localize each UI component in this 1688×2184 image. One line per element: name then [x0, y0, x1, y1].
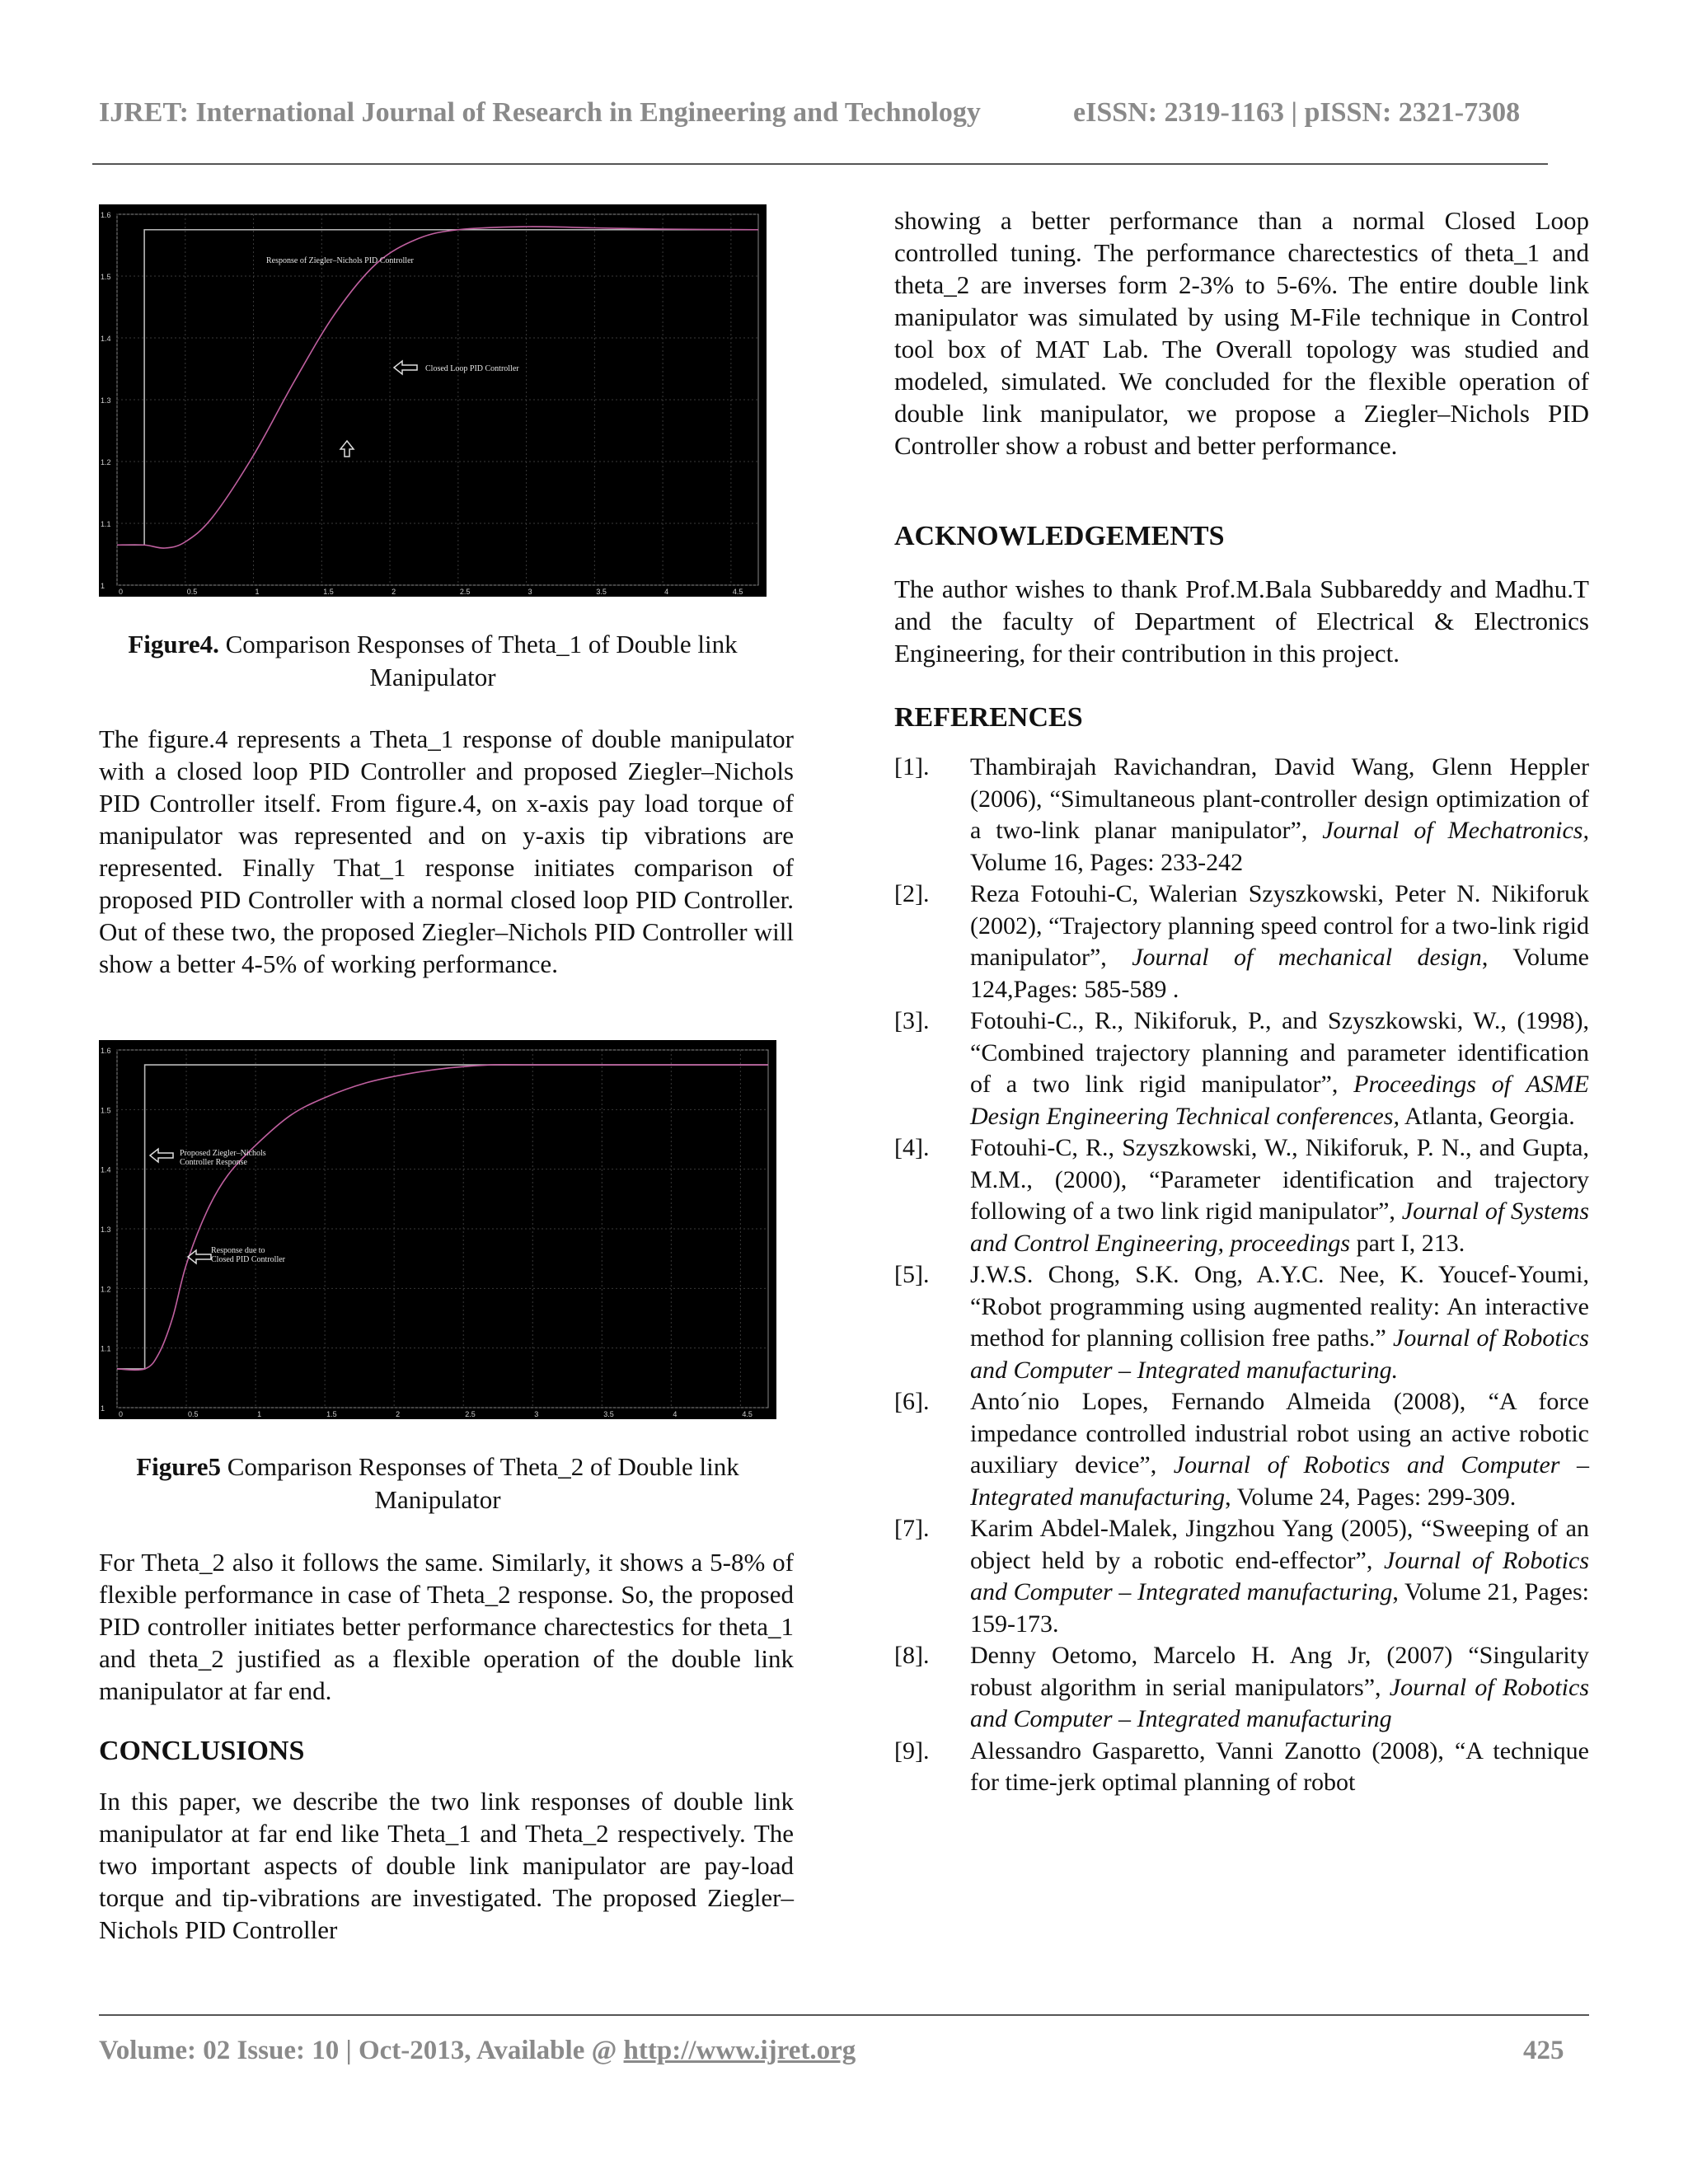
acknowledgements-text: The author wishes to thank Prof.M.Bala Subbareddy and Madhu.T and the faculty of Department of Electrical & Electronics Engineering, for their contribution in this project. [894, 574, 1589, 668]
journal-link[interactable]: http://www.ijret.org [623, 2036, 856, 2065]
reference-number: [4]. [894, 1134, 930, 1161]
y-tick-label: 1.2 [101, 458, 111, 466]
x-tick-label: 2 [392, 588, 396, 596]
y-tick-label: 1.5 [101, 1106, 111, 1115]
series-line-1 [117, 1065, 768, 1369]
x-tick-label: 0 [119, 1410, 124, 1418]
figure4-annotations [266, 256, 519, 457]
x-tick-label: 2.5 [465, 1410, 476, 1418]
x-tick-label: 0.5 [186, 588, 198, 596]
y-tick-label: 1.6 [101, 1047, 111, 1055]
y-tick-label: 1.3 [101, 396, 111, 405]
reference-item [894, 879, 1589, 1005]
x-tick-label: 3 [534, 1410, 539, 1418]
reference-number: [9]. [894, 1736, 930, 1765]
figure4-annotation-zn: Response of Ziegler–Nichols PID Controller [266, 256, 414, 265]
figure4-svg [99, 204, 767, 597]
y-tick-label: 1.6 [101, 211, 111, 219]
reference-item [894, 1386, 1589, 1513]
figure5-annotation-closed-1: Response due to [211, 1246, 265, 1255]
conclusions-heading: CONCLUSIONS [99, 1736, 305, 1766]
footer-volume [99, 2036, 856, 2066]
y-tick-label: 1.1 [101, 520, 111, 528]
figure5-svg [99, 1040, 776, 1419]
figure4-grid [117, 214, 758, 585]
y-tick-label: 1.2 [101, 1285, 111, 1294]
reference-detail: Volume 16, Pages: 233-242 [970, 848, 1244, 876]
reference-text: Karim Abdel-Malek, Jingzhou Yang (2005), “Sweeping of an object held by a robotic end-effector”, [970, 1515, 1589, 1574]
reference-detail: , Volume 24, Pages: 299-309. [1225, 1483, 1517, 1511]
figure5-annotation-closed-2: Closed PID Controller [211, 1255, 285, 1264]
reference-journal: Journal of Robotics and Computer – Integrated manufacturing [970, 1451, 1589, 1511]
conclusions-paragraph: In this paper, we describe the two link responses of double link manipulator at far end like Theta_1 and Theta_2 respectively. The two important aspects of double link manipulator are pay-load torque and tip-vibrations are investigated. The proposed Ziegler–Nichols PID Controller [99, 1787, 794, 1944]
x-tick-label: 3.5 [596, 588, 607, 596]
figure4-caption [99, 628, 767, 694]
header-rule [92, 163, 1548, 165]
figure5-annotation-zn-2: Controller Response [180, 1158, 247, 1167]
footer-volume-text: Volume: 02 Issue: 10 | Oct-2013, Available @ [99, 2036, 624, 2065]
figure4-plot [99, 204, 767, 597]
x-tick-label: 4.5 [742, 1410, 753, 1418]
x-tick-label: 3 [528, 588, 532, 596]
figure5-annotations [150, 1149, 286, 1264]
reference-text: J.W.S. Chong, S.K. Ong, A.Y.C. Nee, K. Youcef-Youmi, “Robot programming using augmented reality: An interactive method for planning collision free paths.” [970, 1261, 1589, 1352]
reference-detail: , Volume 124,Pages: 585-589 . [970, 944, 1589, 1003]
page-number: 425 [1523, 2036, 1564, 2065]
x-tick-label: 0.5 [188, 1410, 199, 1418]
figure4-caption-label: Figure4. [128, 630, 219, 658]
left-arrow-icon [394, 361, 417, 374]
reference-text: Alessandro Gasparetto, Vanni Zanotto (2008), “A technique for time-jerk optimal planning of robot [970, 1736, 1589, 1796]
reference-journal: Journal of Mechatronics, [1322, 817, 1589, 844]
acknowledgements-heading: ACKNOWLEDGEMENTS [894, 521, 1225, 551]
reference-number: [1]. [894, 753, 930, 780]
reference-journal: Journal of Robotics and Computer – Integrated manufacturing [970, 1673, 1589, 1732]
figure5-caption-label: Figure5 [136, 1452, 221, 1481]
y-tick-label: 1.5 [101, 273, 111, 281]
reference-item [894, 1640, 1589, 1736]
body-paragraph-2: For Theta_2 also it follows the same. Similarly, it shows a 5-8% of flexible performance in case of Theta_2 response. So, the proposed PID controller initiates better performance charectestics for theta_1 and theta_2 justified as a flexible operation of the double link manipulator at far end. [99, 1548, 794, 1705]
y-tick-label: 1.4 [101, 1165, 111, 1174]
reference-item [894, 1513, 1589, 1640]
y-tick-label: 1 [101, 582, 106, 590]
figure4-lines [117, 227, 758, 548]
reference-item [894, 1259, 1589, 1386]
figure5-caption [99, 1451, 776, 1516]
journal-title: IJRET: International Journal of Research in Engineering and Technology [99, 97, 981, 128]
reference-number: [7]. [894, 1515, 930, 1542]
reference-text: Reza Fotouhi-C, Walerian Szyszkowski, Peter N. Nikiforuk (2002), “Trajectory planning speed control for a two-link rigid manipulator”, [970, 880, 1589, 971]
reference-text: Anto´nio Lopes, Fernando Almeida (2008), “A force impedance controlled industrial robot using an active robotic auxiliary device”, [970, 1388, 1589, 1479]
reference-text: Fotouhi-C., R., Nikiforuk, P., and Szyszkowski, W., (1998), “Combined trajectory planning and parameter identification of a two link rigid manipulator”, [970, 1007, 1589, 1098]
reference-number: [5]. [894, 1261, 930, 1288]
reference-number: [3]. [894, 1007, 930, 1034]
reference-item [894, 1005, 1589, 1132]
x-tick-label: 1.5 [323, 588, 334, 596]
y-tick-label: 1.4 [101, 335, 111, 343]
body-paragraph-1: The figure.4 represents a Theta_1 response of double manipulator with a closed loop PID Controller and proposed Ziegler–Nichols PID Controller itself. From figure.4, on x-axis pay load torque of manipulator was represented and on y-axis tip vibrations are represented. Finally That_1 response initiates comparison of proposed PID Controller with a normal closed loop PID Controller. Out of these two, the proposed Ziegler–Nichols PID Controller will show a better 4-5% of working performance. [99, 724, 794, 978]
series-line-2 [117, 227, 758, 548]
x-tick-label: 2 [396, 1410, 401, 1418]
reference-list [894, 752, 1589, 1799]
conclusions-continued: showing a better performance than a normal Closed Loop controlled tuning. The performance charectestics of theta_1 and theta_2 are inverses form 2-3% to 5-6%. The entire double link manipulator was simulated by using M-File technique in Control tool box of MAT Lab. The Overall topology was studied and modeled, simulated. We concluded for the flexible operation of double link manipulator, we propose a Ziegler–Nichols PID Controller show a robust and better performance. [894, 206, 1589, 460]
figure4-ticks [101, 211, 743, 596]
figure5-lines [117, 1065, 768, 1371]
reference-number: [6]. [894, 1388, 930, 1415]
x-tick-label: 1.5 [326, 1410, 337, 1418]
x-tick-label: 1 [257, 1410, 262, 1418]
reference-text: Denny Oetomo, Marcelo H. Ang Jr, (2007) “Singularity robust algorithm in serial manipulators”, [970, 1642, 1589, 1701]
figure5-plot [99, 1040, 776, 1419]
x-tick-label: 4.5 [732, 588, 743, 596]
reference-journal: Journal of mechanical design [1132, 944, 1482, 971]
figure4-caption-text: Comparison Responses of Theta_1 of Double link Manipulator [225, 630, 738, 691]
reference-number: [8]. [894, 1642, 930, 1669]
series-line-1 [117, 230, 758, 546]
x-tick-label: 3.5 [603, 1410, 614, 1418]
reference-item [894, 1132, 1589, 1259]
figure5-caption-text: Comparison Responses of Theta_2 of Double link Manipulator [227, 1452, 739, 1514]
left-arrow-icon [150, 1149, 173, 1162]
reference-detail: part I, 213. [1350, 1229, 1465, 1257]
reference-text: Thambirajah Ravichandran, David Wang, Glenn Heppler (2006), “Simultaneous plant-controller design optimization of a two-link planar manipulator”, [970, 753, 1589, 844]
issn-line: eISSN: 2319-1163 | pISSN: 2321-7308 [1073, 97, 1521, 128]
figure5-grid [117, 1050, 768, 1408]
reference-detail: , Volume 21, Pages: 159-173. [970, 1578, 1589, 1638]
y-tick-label: 1.1 [101, 1344, 111, 1353]
x-tick-label: 4 [673, 1410, 678, 1418]
footer-rule [99, 2014, 1589, 2016]
x-tick-label: 0 [119, 588, 124, 596]
up-arrow-icon [340, 441, 354, 457]
figure4-annotation-closed: Closed Loop PID Controller [425, 364, 519, 373]
series-line-2 [117, 1065, 768, 1371]
reference-text: Fotouhi-C, R., Szyszkowski, W., Nikiforuk, P. N., and Gupta, M.M., (2000), “Parameter identification and trajectory following of a two link rigid manipulator”, [970, 1134, 1589, 1225]
y-tick-label: 1 [101, 1404, 106, 1413]
reference-item [894, 1736, 1589, 1799]
left-arrow-icon [188, 1250, 211, 1263]
reference-journal: Journal of Robotics and Computer – Integrated manufacturing [970, 1546, 1589, 1605]
x-tick-label: 2.5 [459, 588, 471, 596]
reference-number: [2]. [894, 880, 930, 907]
x-tick-label: 1 [255, 588, 260, 596]
reference-journal: Proceedings of ASME Design Engineering Technical conferences, [970, 1071, 1589, 1130]
references-heading: REFERENCES [894, 702, 1083, 733]
y-tick-label: 1.3 [101, 1226, 111, 1234]
reference-item [894, 752, 1589, 879]
reference-journal: Journal of Robotics and Computer – Integrated manufacturing. [970, 1324, 1589, 1384]
figure5-annotation-zn-1: Proposed Ziegler–Nichols [180, 1149, 266, 1158]
x-tick-label: 4 [664, 588, 669, 596]
reference-journal: Journal of Systems and Control Engineering, proceedings [970, 1197, 1590, 1257]
reference-detail: Atlanta, Georgia. [1400, 1102, 1575, 1130]
